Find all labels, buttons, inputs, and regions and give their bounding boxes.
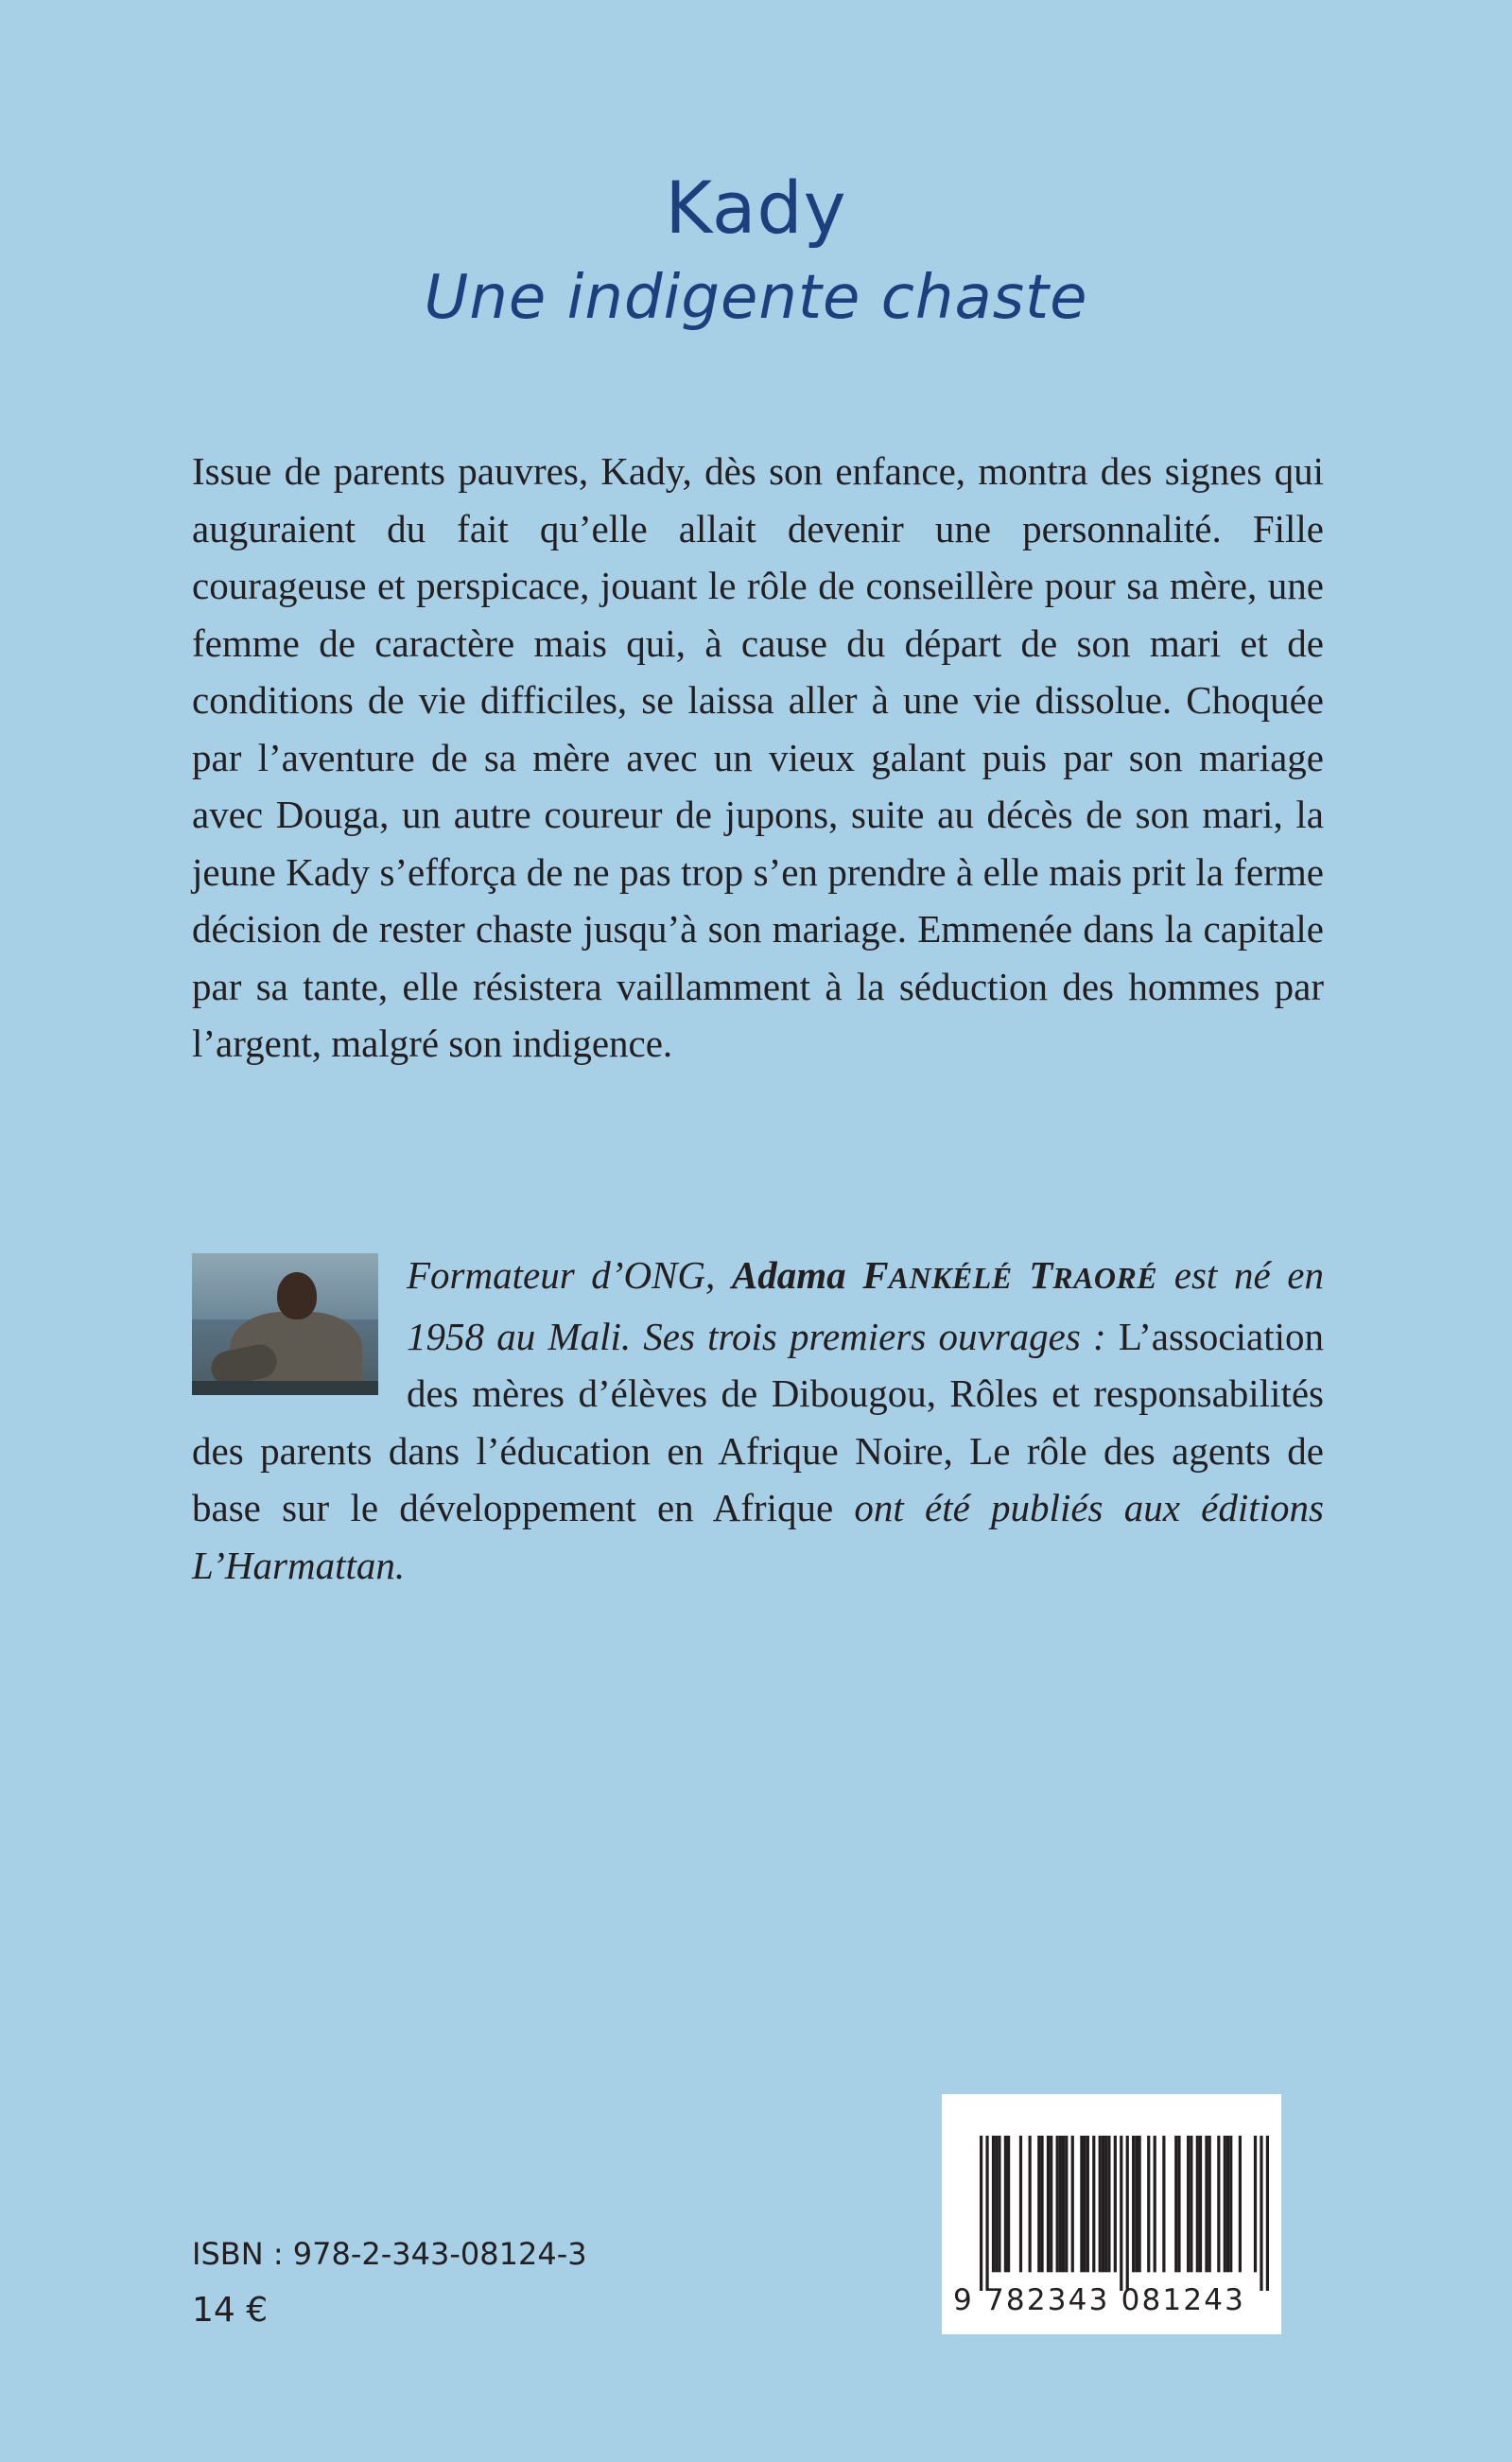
barcode-bar bbox=[995, 2136, 998, 2272]
barcode-bar bbox=[1114, 2136, 1117, 2272]
author-last-name-2-rest: RAORÉ bbox=[1052, 1262, 1158, 1295]
barcode-bar bbox=[1059, 2136, 1062, 2272]
barcode-bar bbox=[1102, 2136, 1104, 2272]
barcode-bar bbox=[1147, 2136, 1150, 2272]
author-bio bbox=[192, 1247, 1324, 1594]
author-name bbox=[732, 1253, 1157, 1297]
author-intro: Formateur d’ONG, bbox=[407, 1253, 732, 1297]
book-subtitle: Une indigente chaste bbox=[424, 263, 1088, 333]
barcode-bar bbox=[1086, 2136, 1089, 2272]
barcode-bar bbox=[1080, 2136, 1083, 2272]
author-last-name-1-rest: ANKÉLÉ bbox=[888, 1262, 1013, 1295]
author-closing: ont été publiés aux éditions L’Harmattan. bbox=[192, 1486, 1324, 1587]
author-first-name: Adama bbox=[731, 1253, 863, 1297]
barcode-bar bbox=[1208, 2136, 1211, 2272]
title-block bbox=[0, 161, 1512, 340]
barcode-bar bbox=[1162, 2136, 1165, 2272]
barcode bbox=[942, 2094, 1281, 2334]
barcode-bar bbox=[1029, 2136, 1032, 2272]
barcode-bar bbox=[1239, 2136, 1242, 2272]
author-photo bbox=[192, 1253, 378, 1395]
blurb-paragraph: Issue de parents pauvres, Kady, dès son enfance, montra des signes qui auguraient du fait qu’elle allait devenir une personnalité. Fille courageuse et perspicace, jouant le rôle de conseillère pour sa mère, une femme de caractère mais qui, à cause du départ de son mari et de conditions de vie difficiles, se laissa aller à une vie dissolue. Choquée par l’aventure de sa mère avec un vieux galant puis par son mariage avec Douga, un autre coureur de jupons, suite au décès de son mari, la jeune Kady s’efforça de ne pas trop s’en prendre à elle mais prit la ferme décision de rester chaste jusqu’à son mariage. Emmenée dans la capitale par sa tante, elle résistera vaillamment à la séduction des hommes par l’argent, malgré son indigence. bbox=[192, 449, 1324, 1065]
barcode-bar bbox=[1177, 2136, 1180, 2272]
barcode-bar bbox=[1120, 2136, 1122, 2291]
barcode-bar bbox=[1138, 2136, 1140, 2272]
barcode-bar bbox=[992, 2136, 995, 2272]
book-title: Kady bbox=[665, 166, 847, 250]
barcode-bar bbox=[1187, 2136, 1190, 2272]
barcode-bar bbox=[1104, 2136, 1107, 2272]
barcode-bar bbox=[1224, 2136, 1226, 2272]
barcode-bar bbox=[1260, 2136, 1262, 2291]
barcode-bar bbox=[1190, 2136, 1192, 2272]
barcode-bar bbox=[1254, 2136, 1257, 2272]
barcode-bar bbox=[1037, 2136, 1040, 2272]
barcode-bar bbox=[985, 2136, 988, 2291]
barcode-bar bbox=[1007, 2136, 1010, 2272]
barcode-bar bbox=[1040, 2136, 1043, 2272]
barcode-bar bbox=[1199, 2136, 1202, 2272]
barcode-bar bbox=[1107, 2136, 1110, 2272]
barcode-bar bbox=[1205, 2136, 1208, 2272]
price: 14 € bbox=[192, 2291, 269, 2330]
barcode-bar bbox=[1092, 2136, 1095, 2272]
barcode-bar bbox=[1062, 2136, 1065, 2272]
barcode-digits: 9 782343 081243 bbox=[953, 2283, 1246, 2317]
barcode-bar bbox=[1099, 2136, 1102, 2272]
author-last-name-1-initial: F bbox=[862, 1253, 889, 1297]
barcode-bar bbox=[1132, 2136, 1135, 2272]
barcode-bar bbox=[1266, 2136, 1269, 2291]
barcode-bar bbox=[1174, 2136, 1177, 2272]
barcode-bar bbox=[1084, 2136, 1086, 2272]
barcode-bars bbox=[980, 2136, 1269, 2291]
barcode-bar bbox=[1050, 2136, 1052, 2272]
barcode-bar bbox=[1056, 2136, 1059, 2272]
barcode-bar bbox=[1047, 2136, 1050, 2272]
barcode-bar bbox=[1196, 2136, 1199, 2272]
barcode-bar bbox=[1071, 2136, 1074, 2272]
barcode-bar bbox=[1229, 2136, 1232, 2272]
author-works: L’association des mères d’élèves de Dibougou, Rôles et responsabilités des parents dans l’éducation en Afrique Noire, Le rôle des agents de base sur le développement en Afrique bbox=[192, 1314, 1324, 1529]
author-last-name-2-initial: T bbox=[1029, 1253, 1053, 1297]
barcode-bar bbox=[1217, 2136, 1220, 2272]
barcode-bar bbox=[980, 2136, 982, 2291]
isbn: ISBN : 978-2-343-08124-3 bbox=[192, 2236, 587, 2272]
barcode-bar bbox=[1226, 2136, 1229, 2272]
author-birth: est né en 1958 au Mali. Ses trois premiers ouvrages : bbox=[407, 1253, 1324, 1358]
barcode-bar bbox=[1135, 2136, 1138, 2272]
barcode-bar bbox=[1019, 2136, 1022, 2272]
barcode-bar bbox=[1004, 2136, 1007, 2272]
barcode-bar bbox=[1065, 2136, 1068, 2272]
barcode-bar bbox=[1154, 2136, 1156, 2272]
barcode-bar bbox=[1126, 2136, 1129, 2291]
barcode-bar bbox=[998, 2136, 1000, 2272]
